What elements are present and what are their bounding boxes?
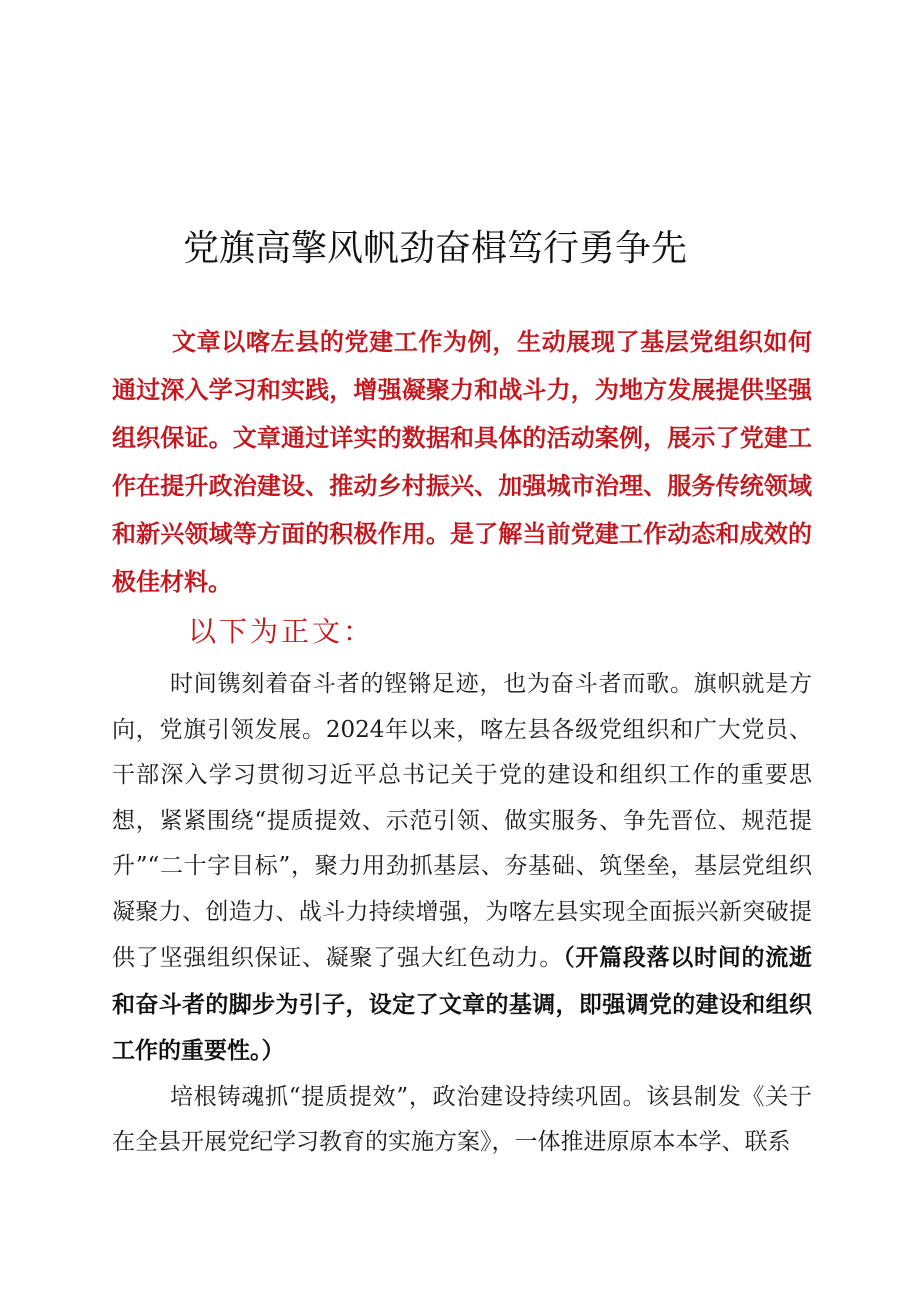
summary-paragraph: 文章以喀左县的党建工作为例，生动展现了基层党组织如何通过深入学习和实践，增强凝聚力和战斗力，为地方发展提供坚强组织保证。文章通过详实的数据和具体的活动案例，展示了党建工作在提升政治建设、推动乡村振兴、加强城市治理、服务传统领域和新兴领域等方面的积极作用。是了解当前党建工作动态和成效的极佳材料。 [112, 327, 812, 596]
paragraph-1-text: 时间镌刻着奋斗者的铿锵足迹，也为奋斗者而歌。旗帜就是方向，党旗引领发展。2024年以来，喀左县各级党组织和广大党员、干部深入学习贯彻习近平总书记关于党的建设和组织工作的重要思想，紧紧围绕“提质提效、示范引领、做实服务、争先晋位、规范提升”“二十字目标”，聚力用劲抓基层、夯基础、筑堡垒，基层党组织凝聚力、创造力、战斗力持续增强，为喀左县实现全面振兴新突破提供了坚强组织保证、凝聚了强大红色动力。 [112, 671, 812, 971]
document-title: 党旗高擎风帆劲奋楫笃行勇争先 [183, 228, 688, 269]
paragraph-1-note: （开篇段落以时间的流逝和奋斗者的脚步为引子，设定了文章的基调，即强调党的建设和组织工作的重要性。） [112, 944, 813, 1064]
section-label: 以下为正文： [188, 615, 375, 648]
body-text [112, 662, 812, 1166]
body-paragraph-2: 培根铸魂抓“提质提效”，政治建设持续巩固。该县制发《关于在全县开展党纪学习教育的实施方案》，一体推进原原本本学、联系 [112, 1083, 812, 1155]
body-paragraph-1 [112, 662, 812, 1075]
